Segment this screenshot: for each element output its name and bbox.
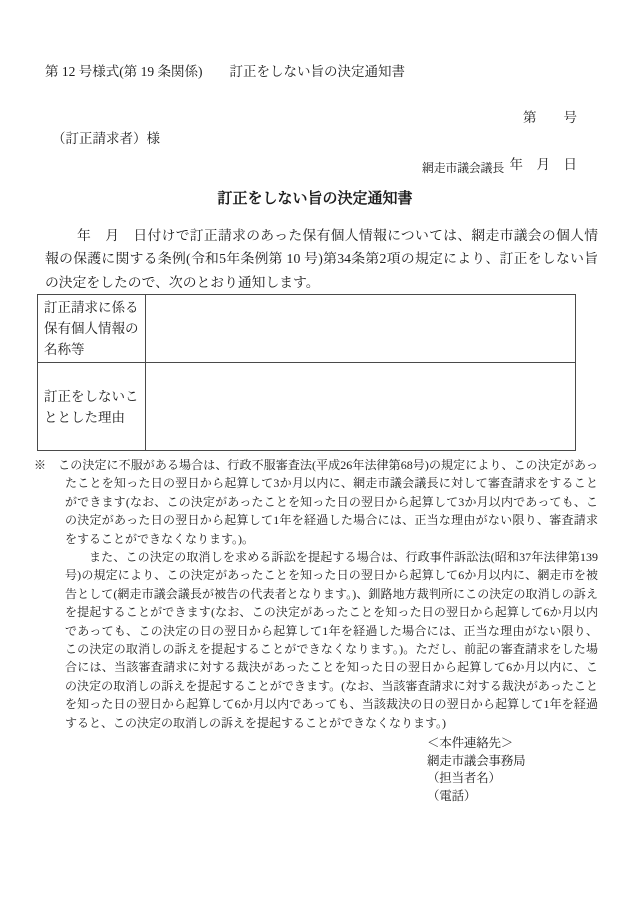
recipient-line: （訂正請求者）様 [52,131,160,146]
notes-block [34,456,598,732]
decision-table [37,294,576,451]
document-number-date-block [510,79,578,203]
contact-office: 網走市議会事務局 [427,753,526,768]
contact-block [427,735,525,806]
contact-person: （担当者名） [427,771,501,786]
form-number-heading: 第 12 号様式(第 19 条関係) 訂正をしない旨の決定通知書 [45,64,405,79]
note-paragraph-appeal: ※ この決定に不服がある場合は、行政不服審査法(平成26年法律第68号)の規定により、この決定があったことを知った日の翌日から起算して3か月以内に、網走市議会議長に対して審査請求をすることができます(なお、この決定があったことを知った日の翌日から起算して3か月以内であっても、この決定があった日の翌日から起算して1年を経過した場合には、正当な理由がない限り、審査請求をすることができなくなります。)。 [34,458,598,546]
body-paragraph: 年 月 日付けで訂正請求のあった保有個人情報については、網走市議会の個人情報の保護に関する条例(令和5年条例第 10 号)第34条第2項の規定により、訂正をしない旨の決定をしたので、次のとおり通知します。 [45,228,598,290]
contact-heading: ＜本件連絡先＞ [427,736,514,750]
table-label-reason: 訂正をしないこととした理由 [38,363,146,451]
table-value-reason [146,363,576,451]
table-label-information-name: 訂正請求に係る保有個人情報の名称等 [38,295,146,363]
document-title: 訂正をしない旨の決定通知書 [217,191,413,207]
table-value-information-name [146,295,576,363]
document-date-line: 年 月 日 [509,156,577,172]
document-number-line: 第 号 [523,110,577,125]
sender-name: 網走市議会議長 [422,161,504,175]
note-paragraph-lawsuit: また、この決定の取消しを求める訴訟を提起する場合は、行政事件訴訟法(昭和37年法律第139号)の規定により、この決定があったことを知った日の翌日から起算して6か月以内に、網走市を被告として(網走市議会議長が被告の代表者となります。)、釧路地方裁判所にこの決定の取消しの訴えを提起することができます(なお、この決定があったことを知った日の翌日から起算して6か月以内であっても、この決定の日の翌日から起算して1年を経過した場合には、正当な理由がない限り、この決定の取消しの訴えを提起することができなくなります。)。ただし、前記の審査請求をした場合には、当該審査請求に対する裁決があったことを知った日の翌日から起算して6か月以内に、この決定の取消しの訴えを提起することができます。(なお、当該審査請求に対する裁決があったことを知った日の翌日から起算して6か月以内であっても、当該裁決の日の翌日から起算して1年を経過すると、この決定の取消しの訴えを提起することができなくなります。) [65,550,598,730]
table-row-information-name [38,295,576,363]
contact-phone: （電話） [427,789,477,804]
table-row-reason [38,363,576,451]
